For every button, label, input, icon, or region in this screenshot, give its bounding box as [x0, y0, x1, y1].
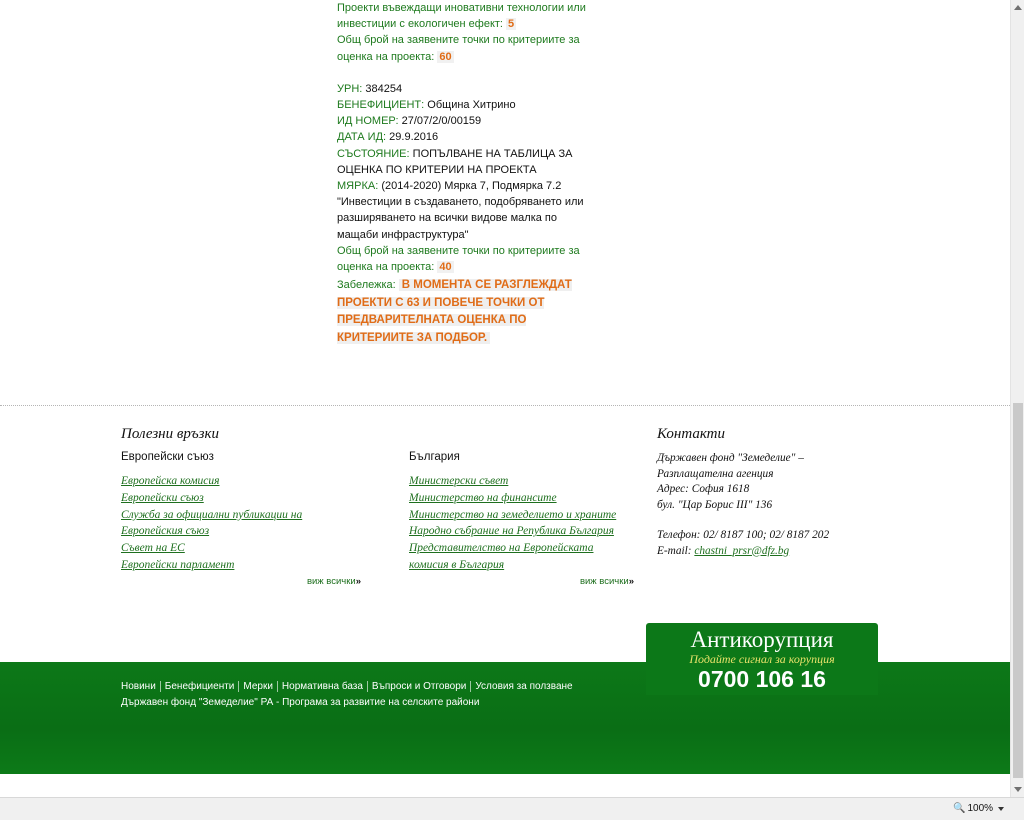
contact-org: Държавен фонд "Земеделие" – Разплащателна агенция [657, 452, 804, 480]
bg-see-all-link[interactable] [409, 576, 634, 587]
footer-nav-item[interactable]: Условия за ползване [475, 681, 573, 693]
eu-links-column [121, 451, 361, 587]
total-points [337, 32, 587, 64]
id-label: ИД НОМЕР: [337, 115, 399, 128]
footer-nav [121, 681, 573, 692]
magnifier-icon: 🔍 [953, 803, 966, 814]
footer-nav-item[interactable]: Въпроси и Отговори [371, 681, 467, 693]
total-points-value: 60 [439, 50, 452, 63]
scrollbar-thumb[interactable] [1013, 403, 1023, 778]
note-label: Забележка: [337, 279, 396, 292]
bg-links-heading: България [409, 451, 460, 463]
contact-address: Адрес: София 1618 [657, 483, 750, 495]
eu-see-all-link[interactable] [121, 576, 361, 587]
status-value: ПОПЪЛВАНЕ НА ТАБЛИЦА ЗА ОЦЕНКА ПО КРИТЕРИИ НА ПРОЕКТА [337, 147, 573, 176]
nav-separator [277, 681, 278, 692]
status-row [337, 146, 587, 178]
eu-link[interactable]: Европейска комисия [121, 475, 220, 487]
see-all-label: виж всички [579, 575, 629, 587]
spacer [337, 65, 587, 81]
arrow-down-icon [1014, 787, 1022, 792]
vertical-scrollbar[interactable] [1010, 0, 1024, 797]
date-value: 29.9.2016 [389, 131, 439, 144]
project-entry-previous [337, 0, 587, 65]
footer-nav-item[interactable]: Нормативна база [281, 681, 363, 693]
scroll-up-button[interactable] [1011, 0, 1024, 14]
beneficiary-row [337, 97, 587, 113]
measure-row [337, 178, 587, 243]
eu-link[interactable]: Служба за официални публикации на Европейския съюз [121, 508, 303, 538]
bg-links-column [409, 451, 634, 587]
chevron-down-icon[interactable] [998, 807, 1004, 811]
date-row [337, 129, 587, 145]
zoom-control[interactable] [953, 803, 993, 814]
anticorruption-box[interactable] [646, 623, 878, 695]
total-points-label: Общ брой на заявените точки по критериите за оценка на проекта: [337, 34, 580, 63]
contacts-block [657, 451, 837, 559]
contact-street: бул. "Цар Борис III" 136 [657, 498, 773, 511]
anticorruption-title: Антикорупция [690, 627, 834, 652]
bg-link[interactable]: Министерство на финансите [409, 491, 557, 504]
id-row [337, 113, 587, 129]
note-row [337, 277, 587, 347]
date-label: ДАТА ИД: [337, 131, 387, 144]
project-list [337, 0, 587, 347]
urn-label: УРН: [337, 82, 363, 95]
double-chevron-icon: » [628, 575, 634, 587]
double-chevron-icon: » [355, 575, 361, 587]
note-value: В МОМЕНТА СЕ РАЗГЛЕЖДАТ ПРОЕКТИ С 63 И ПОВЕЧЕ ТОЧКИ ОТ ПРЕДВАРИТЕЛНАТА ОЦЕНКА ПО КРИТЕРИИТЕ ЗА ПОДБОР. [337, 279, 572, 344]
urn-row [337, 81, 587, 97]
eu-link[interactable]: Европейски съюз [121, 491, 204, 504]
bg-link[interactable]: Представителство на Европейската комисия в България [409, 542, 594, 571]
total-points-value: 40 [439, 261, 452, 274]
section-divider [0, 405, 1010, 406]
spacer [657, 513, 837, 528]
bg-link[interactable]: Народно събрание на Република България [409, 525, 614, 538]
anticorruption-phone: 0700 106 16 [698, 666, 826, 692]
useful-links-title: Полезни връзки [121, 426, 220, 442]
nav-separator [160, 681, 161, 692]
status-bar [0, 797, 1024, 820]
contact-phone: Телефон: 02/ 8187 100; 02/ 8187 202 [657, 529, 830, 541]
eco-value: 5 [508, 18, 515, 31]
scroll-down-button[interactable] [1011, 783, 1024, 797]
total-points-label: Общ брой на заявените точки по критериите за оценка на проекта: [337, 244, 580, 274]
nav-separator [367, 681, 368, 692]
measure-value: (2014-2020) Мярка 7, Подмярка 7.2 "Инвестиции в създаването, подобряването или разширяването на всички видове малка по мащаби инфраструктура" [337, 180, 584, 241]
nav-separator [238, 681, 239, 692]
bg-link[interactable]: Министерство на земеделието и храните [409, 508, 617, 521]
bg-link[interactable]: Министерски съвет [409, 475, 509, 487]
footer-nav-item[interactable]: Бенефициенти [164, 681, 235, 693]
eu-link[interactable]: Европейски парламент [121, 558, 235, 571]
eco-criterion [337, 0, 587, 32]
nav-separator [470, 681, 471, 692]
anticorruption-subtitle: Подайте сигнал за корупция [689, 652, 835, 666]
contacts-title: Контакти [657, 426, 725, 442]
id-value: 27/07/2/0/00159 [401, 115, 482, 128]
contact-email-label: E-mail: [657, 544, 692, 557]
beneficiary-value: Община Хитрино [427, 99, 516, 112]
footer-nav-item[interactable]: Мерки [243, 681, 273, 693]
project-entry [337, 81, 587, 347]
status-label: СЪСТОЯНИЕ: [337, 147, 410, 160]
beneficiary-label: БЕНЕФИЦИЕНТ: [337, 99, 425, 112]
urn-value: 384254 [365, 82, 403, 95]
footer-subtitle: Държавен фонд "Земеделие" РА - Програма за развитие на селските райони [121, 697, 480, 708]
see-all-label: виж всички [306, 575, 356, 587]
measure-label: МЯРКА: [337, 180, 379, 193]
contact-email-row [657, 544, 837, 560]
footer-nav-item[interactable]: Новини [121, 681, 156, 693]
contact-email-link[interactable]: chastni_prsr@dfz.bg [694, 544, 790, 557]
eu-link[interactable]: Съвет на ЕС [121, 542, 185, 555]
eu-links-heading: Европейски съюз [121, 451, 214, 463]
zoom-level: 100% [967, 803, 994, 814]
total-points-row [337, 243, 587, 275]
eco-label: Проекти въвеждащи иновативни технологии или инвестиции с екологичен ефект: [337, 2, 586, 31]
arrow-up-icon [1014, 5, 1022, 10]
